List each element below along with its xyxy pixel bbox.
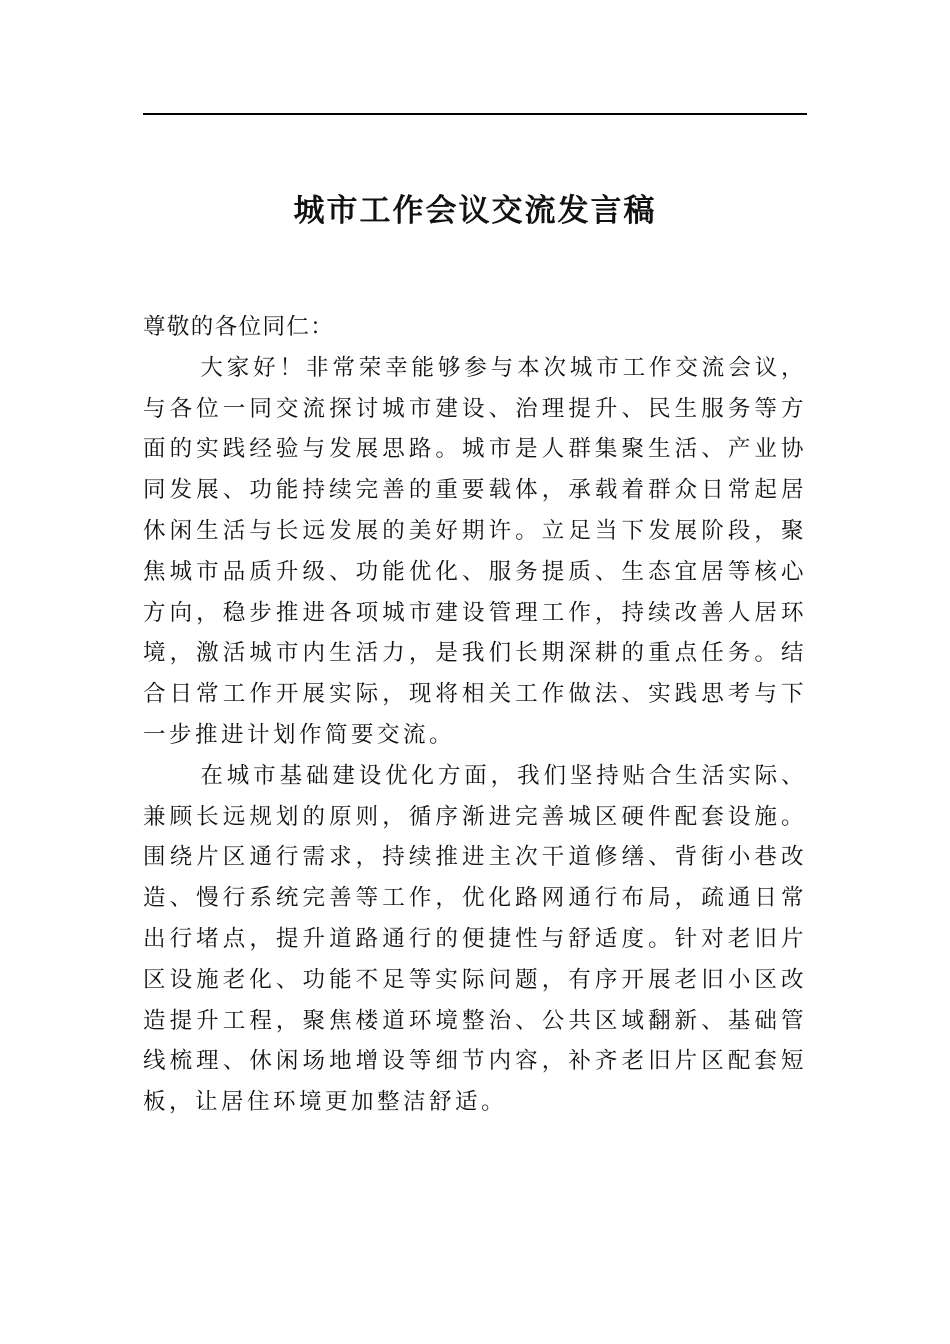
document-body (143, 307, 807, 1123)
header-rule (143, 113, 807, 115)
document-title: 城市工作会议交流发言稿 (293, 193, 657, 229)
salutation: 尊敬的各位同仁： (143, 314, 335, 340)
paragraph-infrastructure: 在城市基础建设优化方面，我们坚持贴合生活实际、兼顾长远规划的原则，循序渐进完善城区硬件配套设施。围绕片区通行需求，持续推进主次干道修缮、背街小巷改造、慢行系统完善等工作，优化路网通行布局，疏通日常出行堵点，提升道路通行的便捷性与舒适度。针对老旧片区设施老化、功能不足等实际问题，有序开展老旧小区改造提升工程，聚焦楼道环境整治、公共区域翻新、基础管线梳理、休闲场地增设等细节内容，补齐老旧片区配套短板，让居住环境更加整洁舒适。 (143, 762, 807, 1116)
paragraph-opening: 大家好！非常荣幸能够参与本次城市工作交流会议，与各位一同交流探讨城市建设、治理提升、民生服务等方面的实践经验与发展思路。城市是人群集聚生活、产业协同发展、功能持续完善的重要载体，承载着群众日常起居休闲生活与长远发展的美好期许。立足当下发展阶段，聚焦城市品质升级、功能优化、服务提质、生态宜居等核心方向，稳步推进各项城市建设管理工作，持续改善人居环境，激活城市内生活力，是我们长期深耕的重点任务。结合日常工作开展实际，现将相关工作做法、实践思考与下一步推进计划作简要交流。 (143, 354, 807, 748)
